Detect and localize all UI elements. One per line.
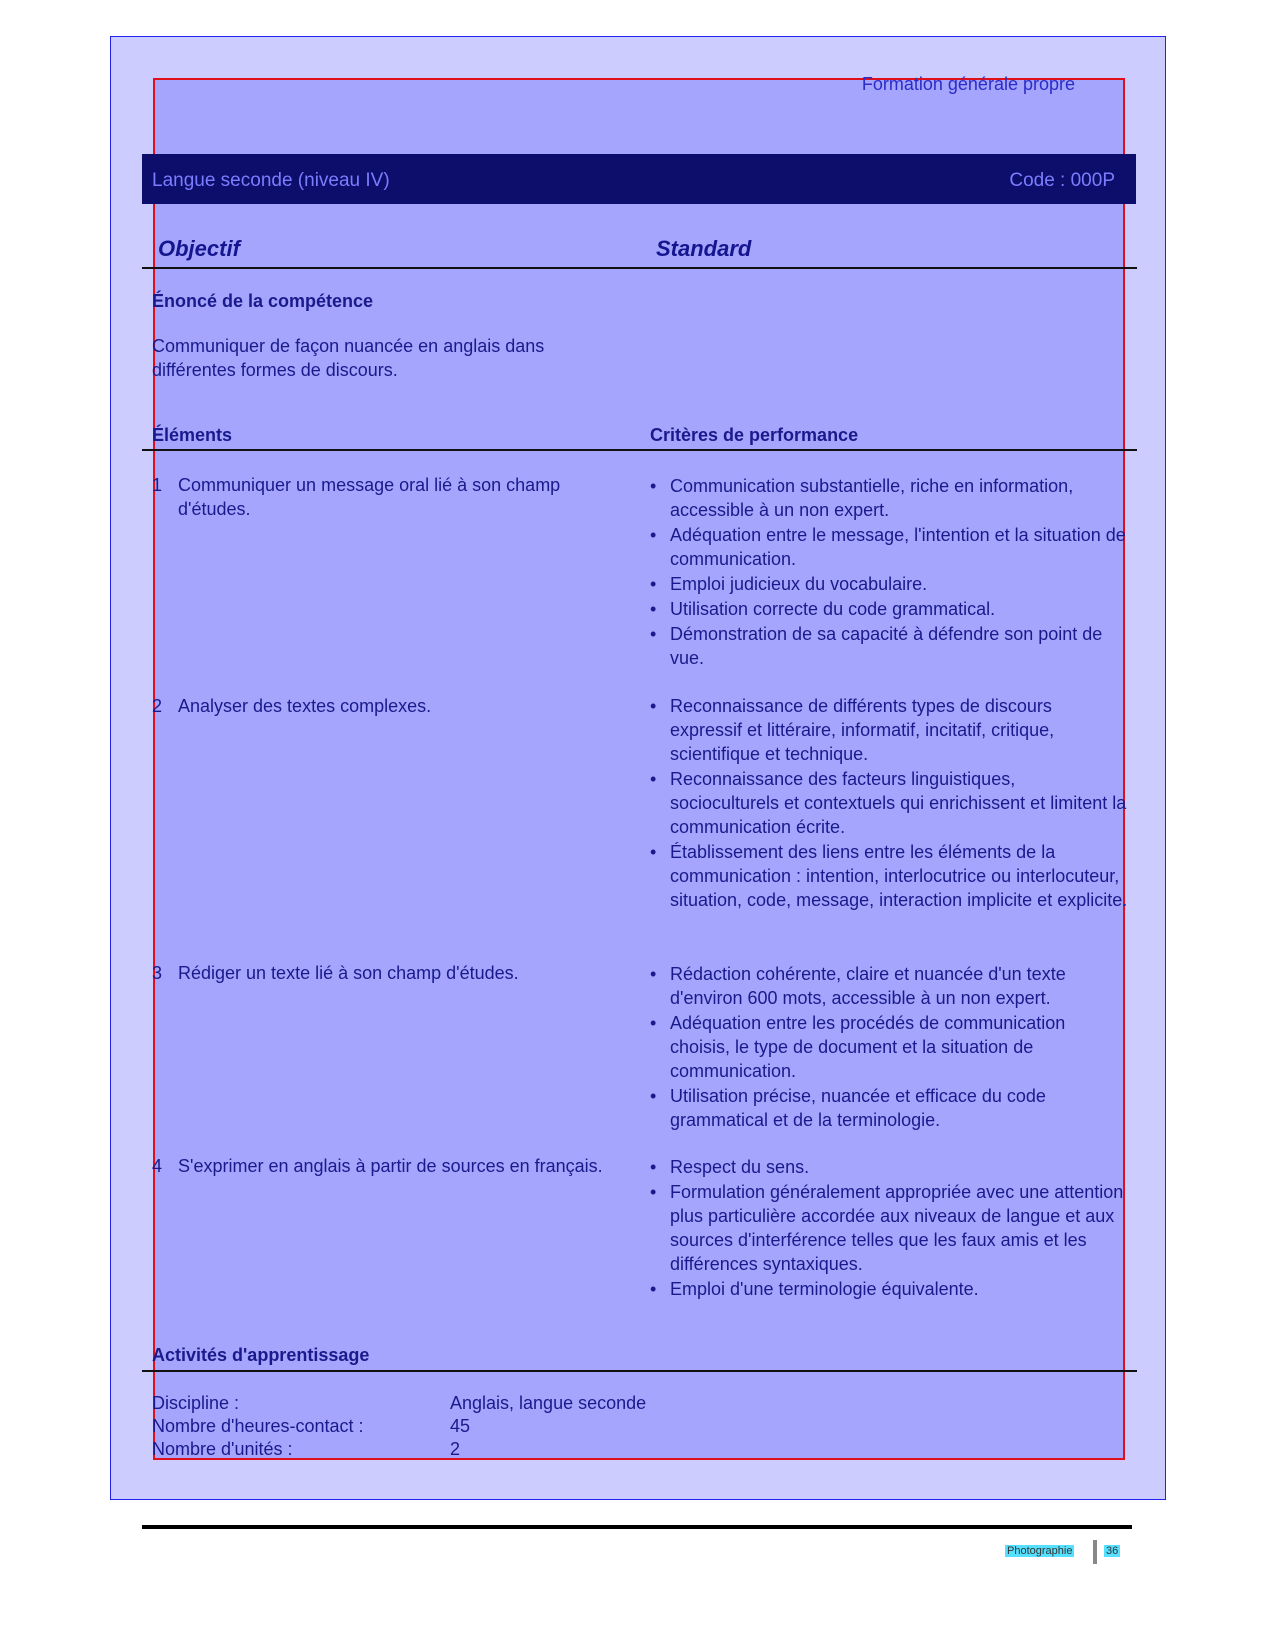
criteria-heading: Critères de performance xyxy=(650,425,859,445)
bullet-icon: • xyxy=(650,476,657,496)
criterion-text: Emploi judicieux du vocabulaire. xyxy=(670,574,928,594)
criterion-item xyxy=(650,840,1128,912)
footer-page-number: 36 xyxy=(1106,1545,1119,1557)
bullet-icon: • xyxy=(650,964,657,984)
activities-heading: Activités d'apprentissage xyxy=(152,1345,370,1365)
criterion-text: Démonstration de sa capacité à défendre son point de vue. xyxy=(670,624,1103,668)
criteria-list xyxy=(650,962,1128,1133)
objective-heading: Objectif xyxy=(158,236,240,261)
criterion-text: Adéquation entre les procédés de communication choisis, le type de document et la situation de communication. xyxy=(670,1013,1066,1081)
bullet-icon: • xyxy=(650,599,657,619)
info-label: Discipline : xyxy=(152,1393,240,1413)
footer-rule xyxy=(142,1525,1132,1529)
elements-heading: Éléments xyxy=(152,425,233,445)
program-header: Formation générale propre xyxy=(861,74,1075,94)
criteria-list xyxy=(650,1155,1128,1302)
info-value: Anglais, langue seconde xyxy=(450,1393,647,1413)
info-row-discipline xyxy=(152,1392,646,1414)
footer-separator xyxy=(1093,1540,1097,1564)
element-text: Communiquer un message oral lié à son champ d'études. xyxy=(178,475,561,519)
info-label: Nombre d'unités : xyxy=(152,1439,293,1459)
elements-rule xyxy=(142,449,1137,451)
criterion-text: Formulation généralement appropriée avec une attention plus particulière accordée aux niveaux de langue et aux sources d'interférence telles que les faux amis et les différences syntaxiques. xyxy=(670,1182,1124,1274)
element-number: 3 xyxy=(152,963,163,983)
criterion-item xyxy=(650,1155,1128,1179)
criteria-list xyxy=(650,694,1128,913)
info-row-units xyxy=(152,1438,460,1460)
objective-rule xyxy=(142,267,1137,269)
bullet-icon: • xyxy=(650,696,657,716)
criterion-text: Respect du sens. xyxy=(670,1157,810,1177)
criteria-list xyxy=(650,474,1128,671)
element-text: Analyser des textes complexes. xyxy=(178,696,432,716)
bullet-icon: • xyxy=(650,1279,657,1299)
bullet-icon: • xyxy=(650,624,657,644)
criterion-text: Établissement des liens entre les éléments de la communication : intention, interlocutrice ou interlocuteur, situation, code, message, interaction implicite et explicite. xyxy=(670,842,1128,910)
criterion-text: Utilisation correcte du code grammatical. xyxy=(670,599,996,619)
element-item xyxy=(152,694,632,718)
bullet-icon: • xyxy=(650,769,657,789)
criterion-item xyxy=(650,1084,1128,1132)
bullet-icon: • xyxy=(650,1013,657,1033)
standard-heading: Standard xyxy=(656,236,752,261)
criterion-item xyxy=(650,962,1128,1010)
element-text: Rédiger un texte lié à son champ d'études. xyxy=(178,963,519,983)
info-row-contact-hours xyxy=(152,1415,470,1437)
criterion-text: Communication substantielle, riche en information, accessible à un non expert. xyxy=(670,476,1074,520)
element-number: 4 xyxy=(152,1156,163,1176)
bullet-icon: • xyxy=(650,525,657,545)
element-number: 1 xyxy=(152,475,163,495)
criterion-item xyxy=(650,572,1128,596)
footer-program: Photographie xyxy=(1007,1545,1073,1557)
bullet-icon: • xyxy=(650,842,657,862)
element-item xyxy=(152,961,632,985)
criterion-text: Utilisation précise, nuancée et efficace du code grammatical et de la terminologie. xyxy=(670,1086,1046,1130)
element-item xyxy=(152,473,632,521)
criterion-text: Adéquation entre le message, l'intention et la situation de communication. xyxy=(670,525,1126,569)
bullet-icon: • xyxy=(650,1157,657,1177)
criterion-item xyxy=(650,767,1128,839)
element-number: 2 xyxy=(152,696,163,716)
criterion-item xyxy=(650,523,1128,571)
element-item xyxy=(152,1154,632,1178)
criterion-item xyxy=(650,1011,1128,1083)
info-value: 2 xyxy=(450,1439,461,1459)
info-value: 45 xyxy=(450,1416,471,1436)
criterion-item xyxy=(650,474,1128,522)
criterion-text: Reconnaissance de différents types de discours expressif et littéraire, informatif, incitatif, critique, scientifique et technique. xyxy=(670,696,1055,764)
bullet-icon: • xyxy=(650,1182,657,1202)
competency-label: Énoncé de la compétence xyxy=(152,291,374,311)
bullet-icon: • xyxy=(650,1086,657,1106)
criterion-text: Rédaction cohérente, claire et nuancée d'un texte d'environ 600 mots, accessible à un non expert. xyxy=(670,964,1066,1008)
criterion-item xyxy=(650,1277,1128,1301)
course-title: Langue seconde (niveau IV) xyxy=(152,170,390,191)
criterion-text: Reconnaissance des facteurs linguistiques, socioculturels et contextuels qui enrichissent et limitent la communication écrite. xyxy=(670,769,1127,837)
criterion-text: Emploi d'une terminologie équivalente. xyxy=(670,1279,979,1299)
competency-text: Communiquer de façon nuancée en anglais dans différentes formes de discours. xyxy=(152,336,545,380)
criterion-item xyxy=(650,622,1128,670)
criterion-item xyxy=(650,694,1128,766)
info-label: Nombre d'heures-contact : xyxy=(152,1416,364,1436)
bullet-icon: • xyxy=(650,574,657,594)
activities-rule xyxy=(142,1370,1137,1372)
course-code: Code : 000P xyxy=(1009,170,1115,191)
criterion-item xyxy=(650,597,1128,621)
element-text: S'exprimer en anglais à partir de sources en français. xyxy=(178,1156,603,1176)
criterion-item xyxy=(650,1180,1128,1276)
